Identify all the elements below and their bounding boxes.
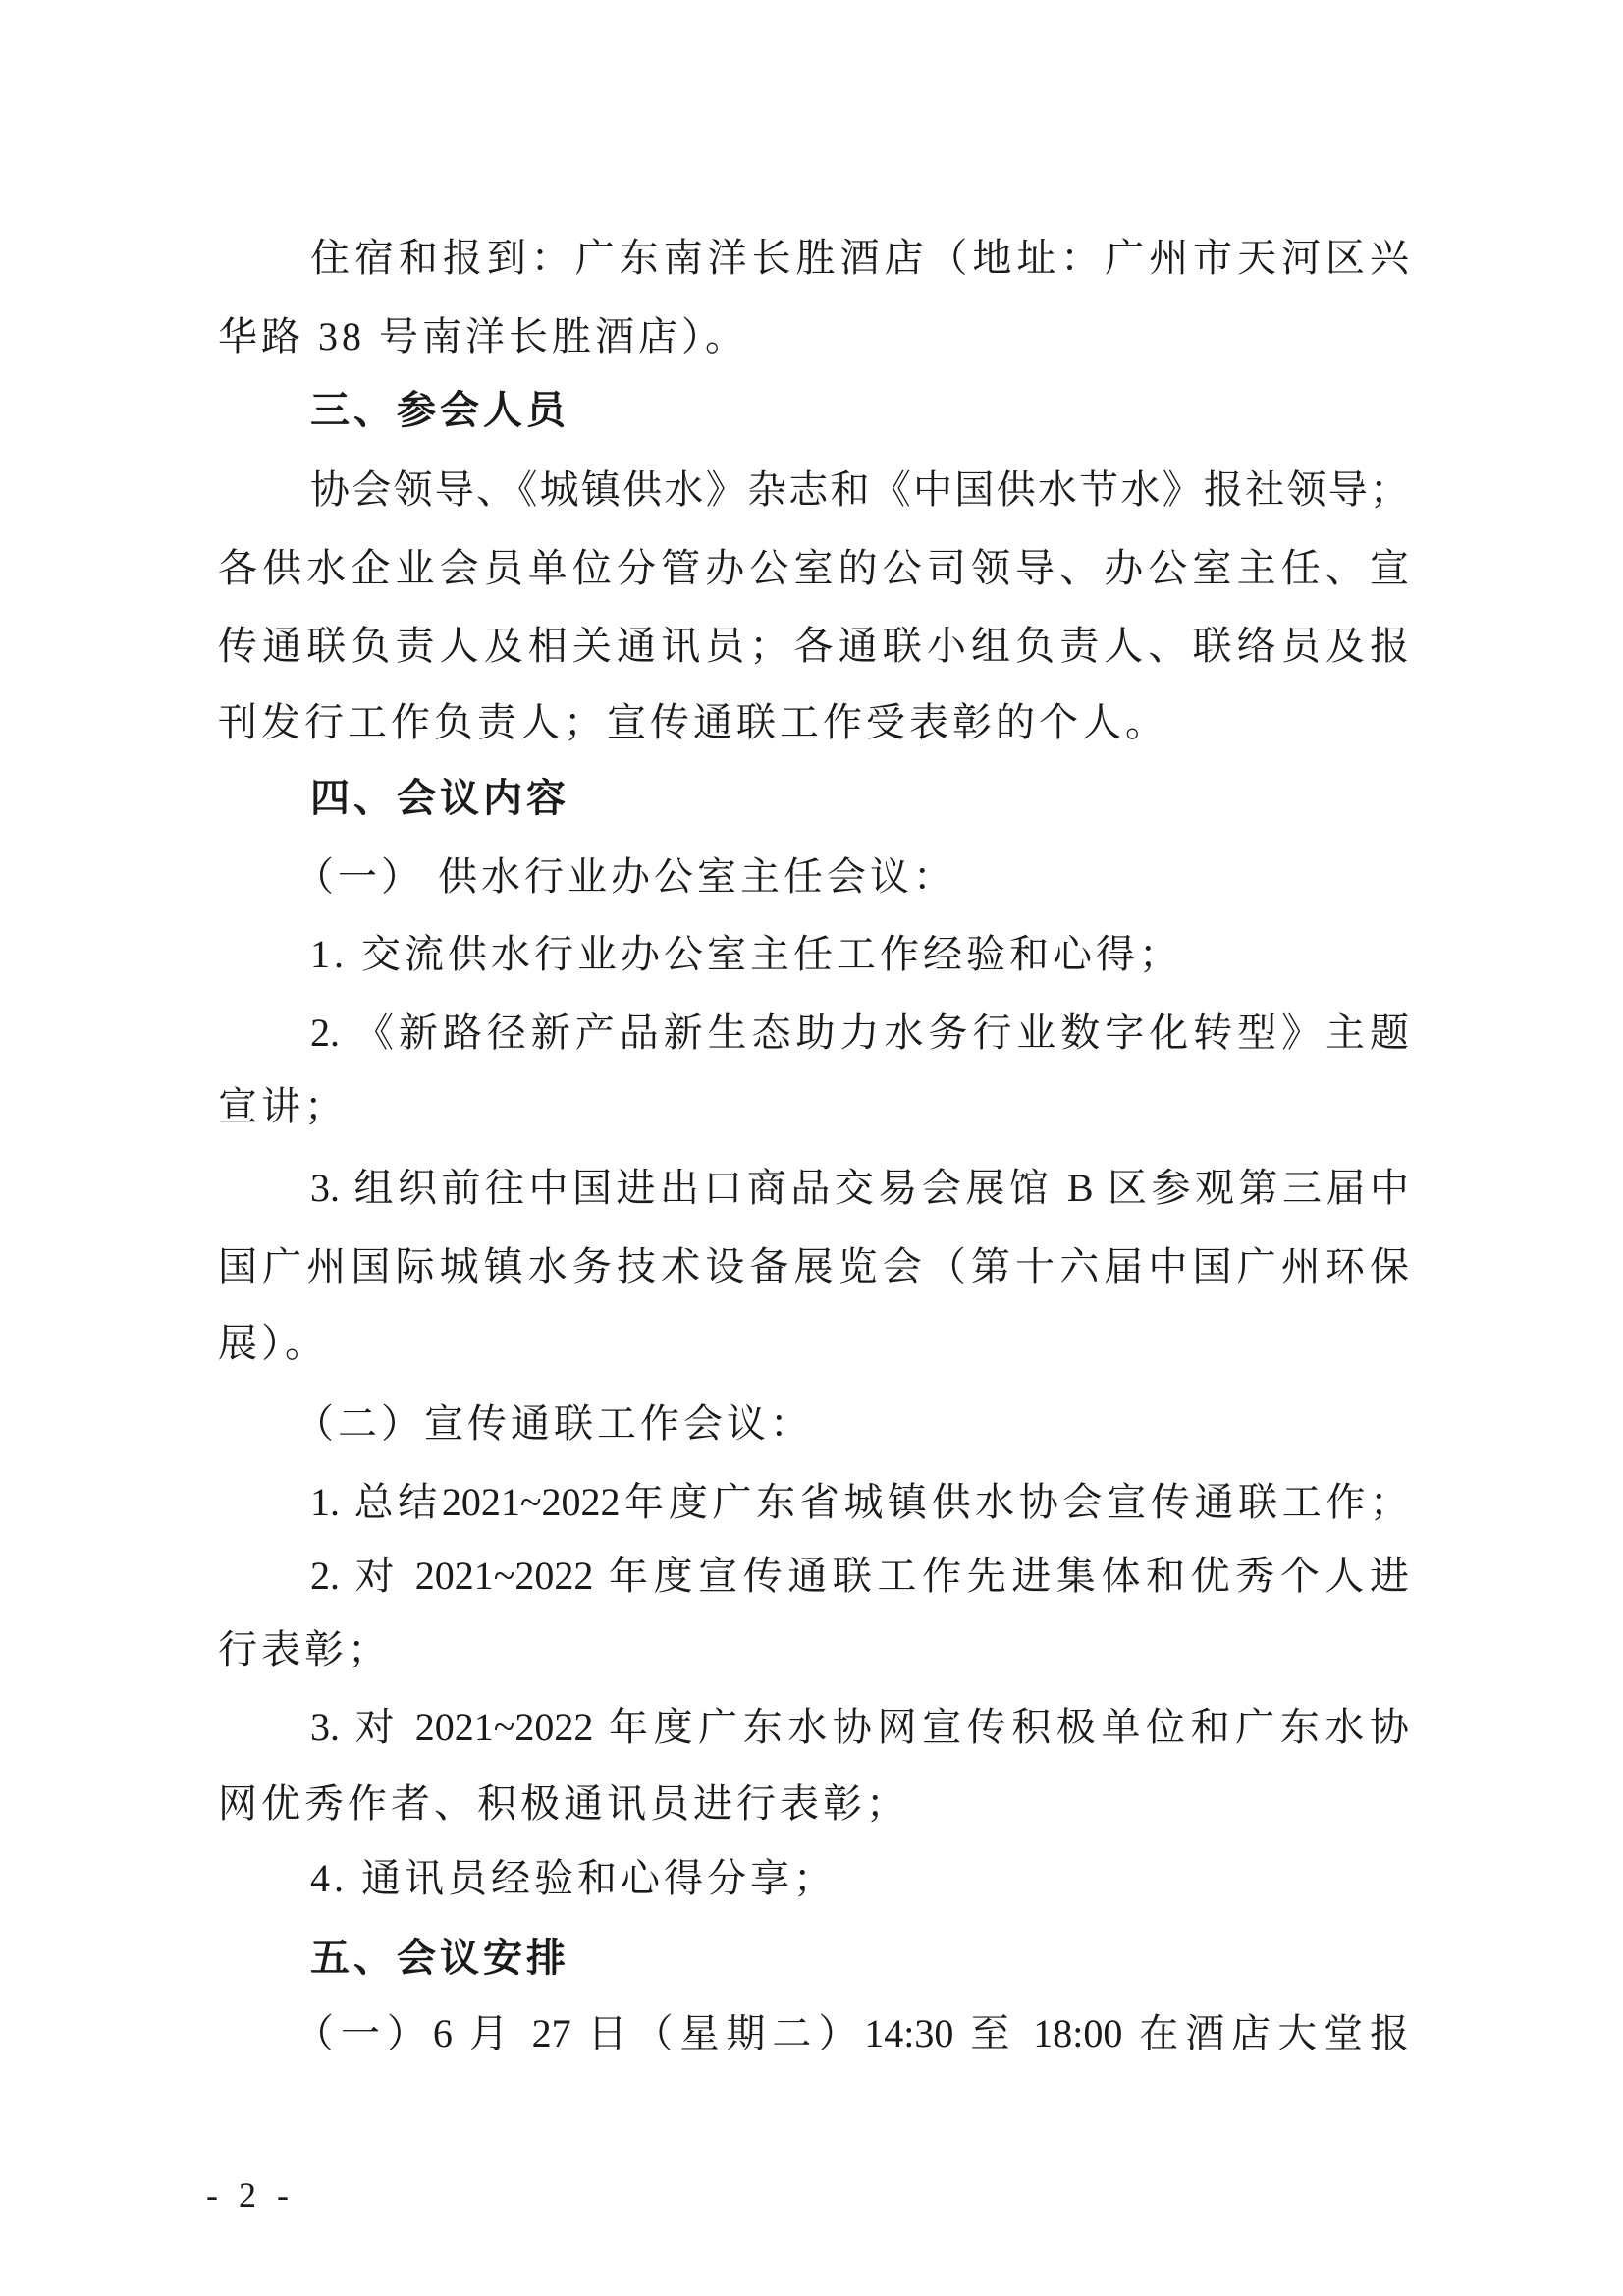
list-item: 3. 组织前往中国进出口商品交易会展馆 B 区参观第三届中 <box>310 1166 1409 1210</box>
paragraph-line: 传通联负责人及相关通讯员；各通联小组负责人、联络员及报 <box>218 624 1409 668</box>
list-item: 3. 对 2021~2022 年度广东水协网宣传积极单位和广东水协 <box>310 1705 1409 1749</box>
paragraph-line: 华路 38 号南洋长胜酒店）。 <box>218 314 748 358</box>
list-item-continuation: 网优秀作者、积极通讯员进行表彰； <box>218 1781 909 1826</box>
paragraph-line: 各供水企业会员单位分管办公室的公司领导、办公室主任、宣 <box>218 546 1409 590</box>
section-heading: 四、会议内容 <box>310 776 569 821</box>
list-item: 4. 通讯员经验和心得分享； <box>310 1856 837 1900</box>
subsection-title: （二）宣传通联工作会议： <box>295 1401 813 1446</box>
paragraph-line: （一）6 月 27 日（星期二）14:30 至 18:00 在酒店大堂报 <box>295 2011 1409 2055</box>
section-heading: 三、参会人员 <box>310 388 569 433</box>
paragraph-line: 协会领导、《城镇供水》杂志和《中国供水节水》报社领导； <box>310 467 1409 512</box>
paragraph-line: 刊发行工作负责人；宣传通联工作受表彰的个人。 <box>218 700 1168 744</box>
list-item: 2. 《新路径新产品新生态助力水务行业数字化转型》主题 <box>310 1011 1409 1055</box>
list-item-continuation: 宣讲； <box>218 1084 348 1128</box>
list-item-continuation: 展）。 <box>218 1321 328 1365</box>
list-item: 1. 总结2021~2022年度广东省城镇供水协会宣传通联工作； <box>310 1480 1409 1524</box>
list-item-continuation: 国广州国际城镇水务技术设备展览会（第十六届中国广州环保 <box>218 1244 1409 1288</box>
list-item-continuation: 行表彰； <box>218 1627 391 1671</box>
page-number: - 2 - <box>206 2175 295 2214</box>
list-item: 1. 交流供水行业办公室主任工作经验和心得； <box>310 932 1182 976</box>
section-heading: 五、会议安排 <box>310 1936 569 1981</box>
paragraph-line: 住宿和报到：广东南洋长胜酒店（地址：广州市天河区兴 <box>310 236 1409 280</box>
subsection-title: （一） 供水行业办公室主任会议： <box>295 854 956 899</box>
list-item: 2. 对 2021~2022 年度宣传通联工作先进集体和优秀个人进 <box>310 1554 1409 1598</box>
